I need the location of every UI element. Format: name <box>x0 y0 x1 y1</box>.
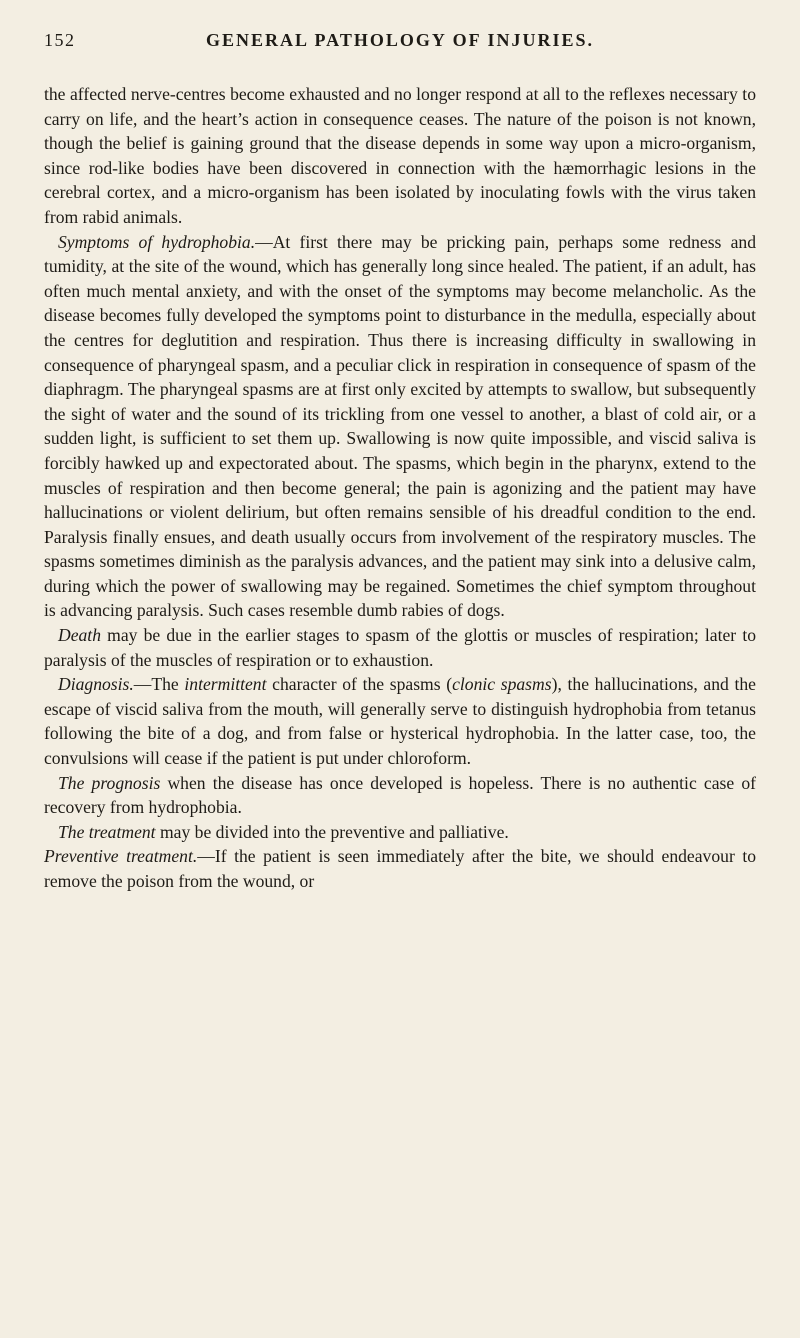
body-text <box>44 82 756 894</box>
paragraph-emphasis: clonic spasms <box>452 674 552 695</box>
paragraph-text: the affected nerve-centres become exhausted and no longer respond at all to the reflexes necessary to carry on life, and the heart’s action in consequence ceases. The nature of the poison is not known, though the belief is gaining ground that the disease depends in some way upon a micro-organism, since rod-like bodies have been discovered in connection with the hæmorrhagic lesions in the cerebral cortex, and a micro-organism has been isolated by inoculating fowls with the virus taken from rabid animals. <box>44 84 756 227</box>
running-head: GENERAL PATHOLOGY OF INJURIES. <box>205 30 595 50</box>
paragraph-diagnosis <box>44 672 756 770</box>
page-number: 152 <box>44 30 76 50</box>
book-page <box>44 30 756 894</box>
paragraph-text: may be divided into the preventive and palliative. <box>155 821 509 842</box>
paragraph-lead: Death <box>58 625 101 646</box>
paragraph-treatment <box>44 820 756 845</box>
paragraph-lead: Preventive treatment. <box>44 846 198 867</box>
paragraph-text: —The <box>133 674 185 695</box>
paragraph-text: when the disease has once developed is hopeless. There is no authentic case of recovery from hydrophobia. <box>44 772 756 818</box>
paragraph-lead: Diagnosis. <box>58 674 134 695</box>
paragraph-lead: The treatment <box>58 821 156 842</box>
paragraph-prognosis <box>44 771 756 820</box>
paragraph-death <box>44 623 756 672</box>
paragraph-preventive <box>44 844 756 893</box>
paragraph-text: —At first there may be pricking pain, perhaps some redness and tumidity, at the site of the wound, which has generally long since healed. The patient, if an adult, has often much mental anxiety, and with the onset of the symptoms may become melancholic. As the disease becomes fully developed the symptoms point to disturbance in the medulla, especially about the centres for deglutition and respiration. Thus there is increasing difficulty in swallowing in consequence of pharyngeal spasm, and a peculiar click in respiration in consequence of spasm of the diaphragm. The pharyngeal spasms are at first only excited by attempts to swallow, but subsequently the sight of water and the sound of its trickling from one vessel to another, a blast of cold air, or a sudden light, is sufficient to set them up. Swallowing is now quite impossible, and viscid saliva is forcibly hawked up and expectorated about. The spasms, which begin in the pharynx, extend to the muscles of respiration and then become general; the pain is agonizing and the patient may have hallucinations or violent delirium, but often remains sensible of his dreadful condition to the end. Paralysis finally ensues, and death usually occurs from involvement of the respiratory muscles. The spasms sometimes diminish as the paralysis advances, and the patient may sink into a delusive calm, during which the power of swallowing may be regained. Sometimes the chief symptom throughout is advancing paralysis. Such cases resemble dumb rabies of dogs. <box>44 231 756 621</box>
paragraph-text: —If the patient is seen immediately after the bite, we should endeavour to remove the poison from the wound, or <box>44 846 757 891</box>
paragraph-text: may be due in the earlier stages to spasm of the glottis or muscles of respiration; later to paralysis of the muscles of respiration or to exhaustion. <box>44 625 756 670</box>
paragraph-symptoms <box>44 230 756 624</box>
page-header <box>44 30 756 60</box>
paragraph-lead: The prognosis <box>58 772 161 793</box>
paragraph-text: ), the hallucinations, and the escape of viscid saliva from the mouth, will generally serve to distinguish hydrophobia from tetanus following the bite of a dog, and from false or hysterical hydrophobia. In the latter case, too, the convulsions will cease if the patient is put under chloroform. <box>44 674 756 769</box>
paragraph-lead: Symptoms of hydrophobia. <box>58 231 256 252</box>
paragraph-emphasis: intermittent <box>184 674 267 695</box>
paragraph-continuation <box>44 82 756 230</box>
paragraph-text: character of the spasms ( <box>266 674 453 695</box>
